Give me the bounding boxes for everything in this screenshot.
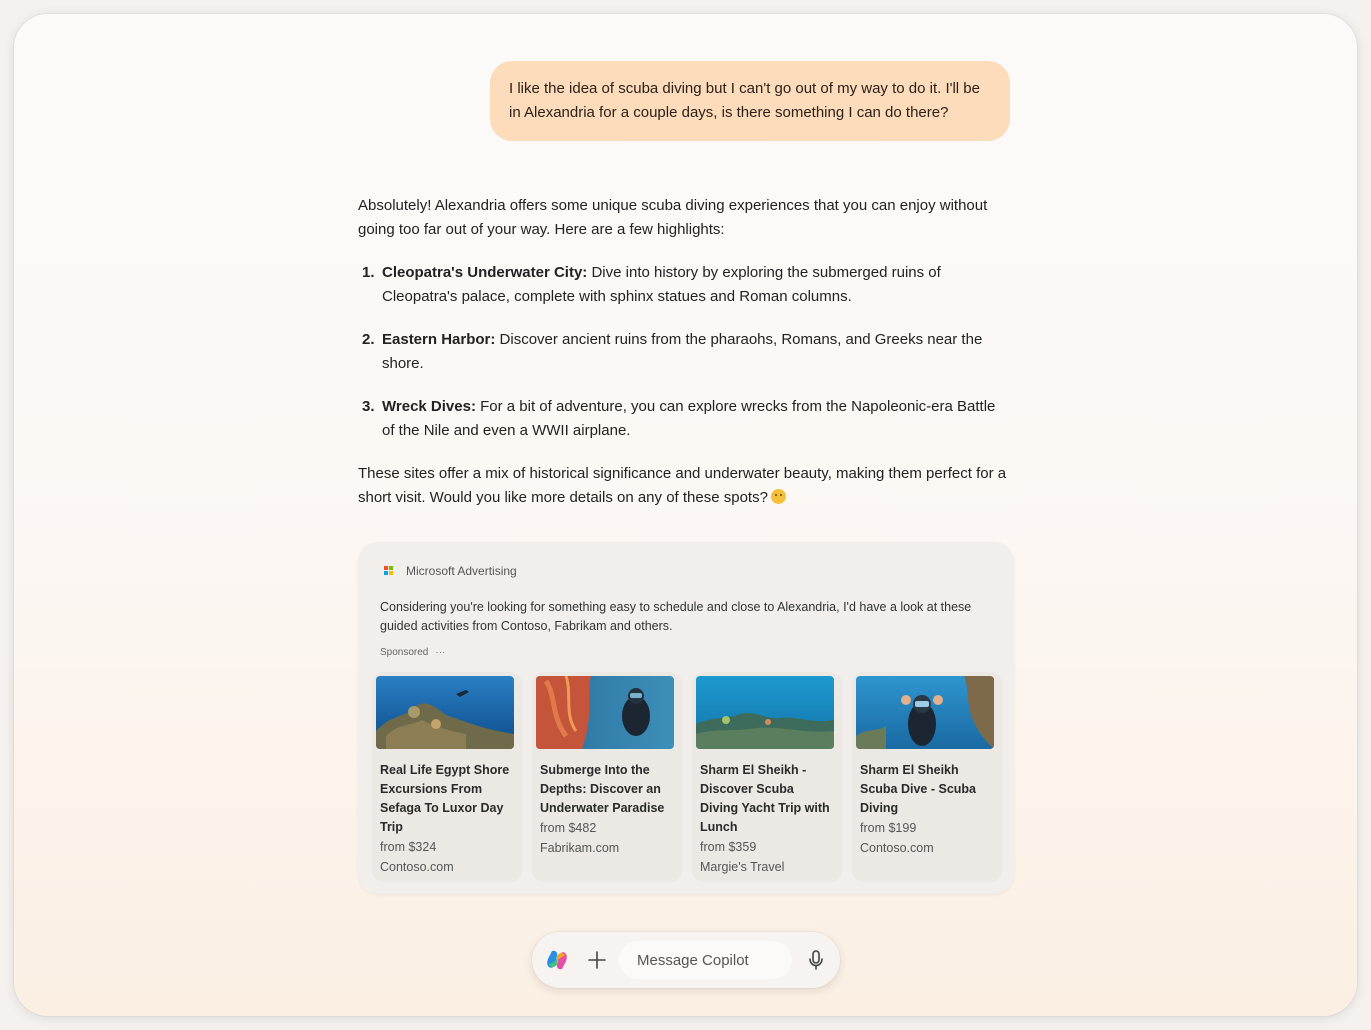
- more-options-icon[interactable]: ···: [435, 647, 446, 658]
- card-price: from $199: [860, 821, 917, 835]
- message-input[interactable]: [619, 941, 792, 979]
- card-price: from $359: [700, 840, 757, 854]
- reply-outro: [358, 462, 1008, 510]
- card-source: Margie's Travel: [700, 860, 785, 874]
- user-message-bubble: I like the idea of scuba diving but I can't go out of my way to do it. I'll be in Alexandria for a couple days, is there something I can do there?: [490, 61, 1010, 141]
- assistant-reply: [358, 194, 1008, 510]
- logo-square: [384, 566, 388, 570]
- list-number: 1.: [362, 264, 375, 281]
- logo-square: [389, 566, 393, 570]
- copilot-logo-icon[interactable]: [545, 948, 569, 972]
- reply-intro: Absolutely! Alexandria offers some unique scuba diving experiences that you can enjoy without going too far out of your way. Here are a few highlights:: [358, 197, 988, 238]
- ad-card: [358, 542, 1014, 894]
- chat-window: [14, 14, 1357, 1016]
- reef-blue-water-image: [696, 676, 834, 749]
- logo-square: [389, 571, 393, 575]
- ad-card-item[interactable]: [852, 672, 1002, 882]
- message-composer: [532, 932, 840, 988]
- card-source: Contoso.com: [380, 860, 454, 874]
- diver-heart-hands-image: [856, 676, 994, 749]
- list-item: [358, 261, 1008, 309]
- card-price: from $482: [540, 821, 597, 835]
- highlights-list: [358, 261, 1008, 443]
- card-title: Sharm El Sheikh Scuba Dive - Scuba Diving: [860, 763, 977, 815]
- sponsored-row: [380, 647, 445, 658]
- coral-reef-diver-image: [376, 676, 514, 749]
- list-number: 3.: [362, 398, 375, 415]
- card-price: from $324: [380, 840, 437, 854]
- list-term: Cleopatra's Underwater City:: [382, 264, 588, 281]
- plus-icon[interactable]: [585, 948, 609, 972]
- card-title: Sharm El Sheikh - Discover Scuba Diving Yacht Trip with Lunch: [700, 763, 830, 834]
- card-title: Real Life Egypt Shore Excursions From Sefaga To Luxor Day Trip: [380, 763, 510, 834]
- microsoft-logo-icon: [384, 566, 394, 576]
- card-source: Contoso.com: [860, 841, 934, 855]
- reply-outro-text: These sites offer a mix of historical significance and underwater beauty, making them perfect for a short visit. Would you like more details on any of these spots?: [358, 465, 1007, 506]
- ad-card-item[interactable]: [372, 672, 522, 882]
- list-term: Eastern Harbor:: [382, 331, 496, 348]
- microphone-icon[interactable]: [804, 948, 828, 972]
- card-source: Fabrikam.com: [540, 841, 620, 855]
- logo-square: [384, 571, 388, 575]
- ad-card-item[interactable]: [692, 672, 842, 882]
- list-item: [358, 395, 1008, 443]
- list-item: [358, 328, 1008, 376]
- card-title: Submerge Into the Depths: Discover an Underwater Paradise: [540, 763, 665, 815]
- diver-red-coral-image: [536, 676, 674, 749]
- list-text: For a bit of adventure, you can explore wrecks from the Napoleonic-era Battle of the Nile and even a WWII airplane.: [382, 398, 996, 439]
- ad-description: Considering you're looking for something easy to schedule and close to Alexandria, I'd have a look at these guided activities from Contoso, Fabrikam and others.: [380, 600, 972, 633]
- sponsored-label: Sponsored: [380, 647, 429, 658]
- ad-carousel: [372, 672, 1002, 882]
- ad-header: [384, 564, 517, 578]
- ad-card-item[interactable]: [532, 672, 682, 882]
- list-text: Dive into history by exploring the submerged ruins of Cleopatra's palace, complete with sphinx statues and Roman columns.: [382, 264, 941, 305]
- list-term: Wreck Dives:: [382, 398, 476, 415]
- list-text: Discover ancient ruins from the pharaohs, Romans, and Greeks near the shore.: [382, 331, 983, 372]
- smiling-face-emoji-icon: [771, 489, 786, 504]
- list-number: 2.: [362, 331, 375, 348]
- ad-brand-label: Microsoft Advertising: [406, 564, 517, 578]
